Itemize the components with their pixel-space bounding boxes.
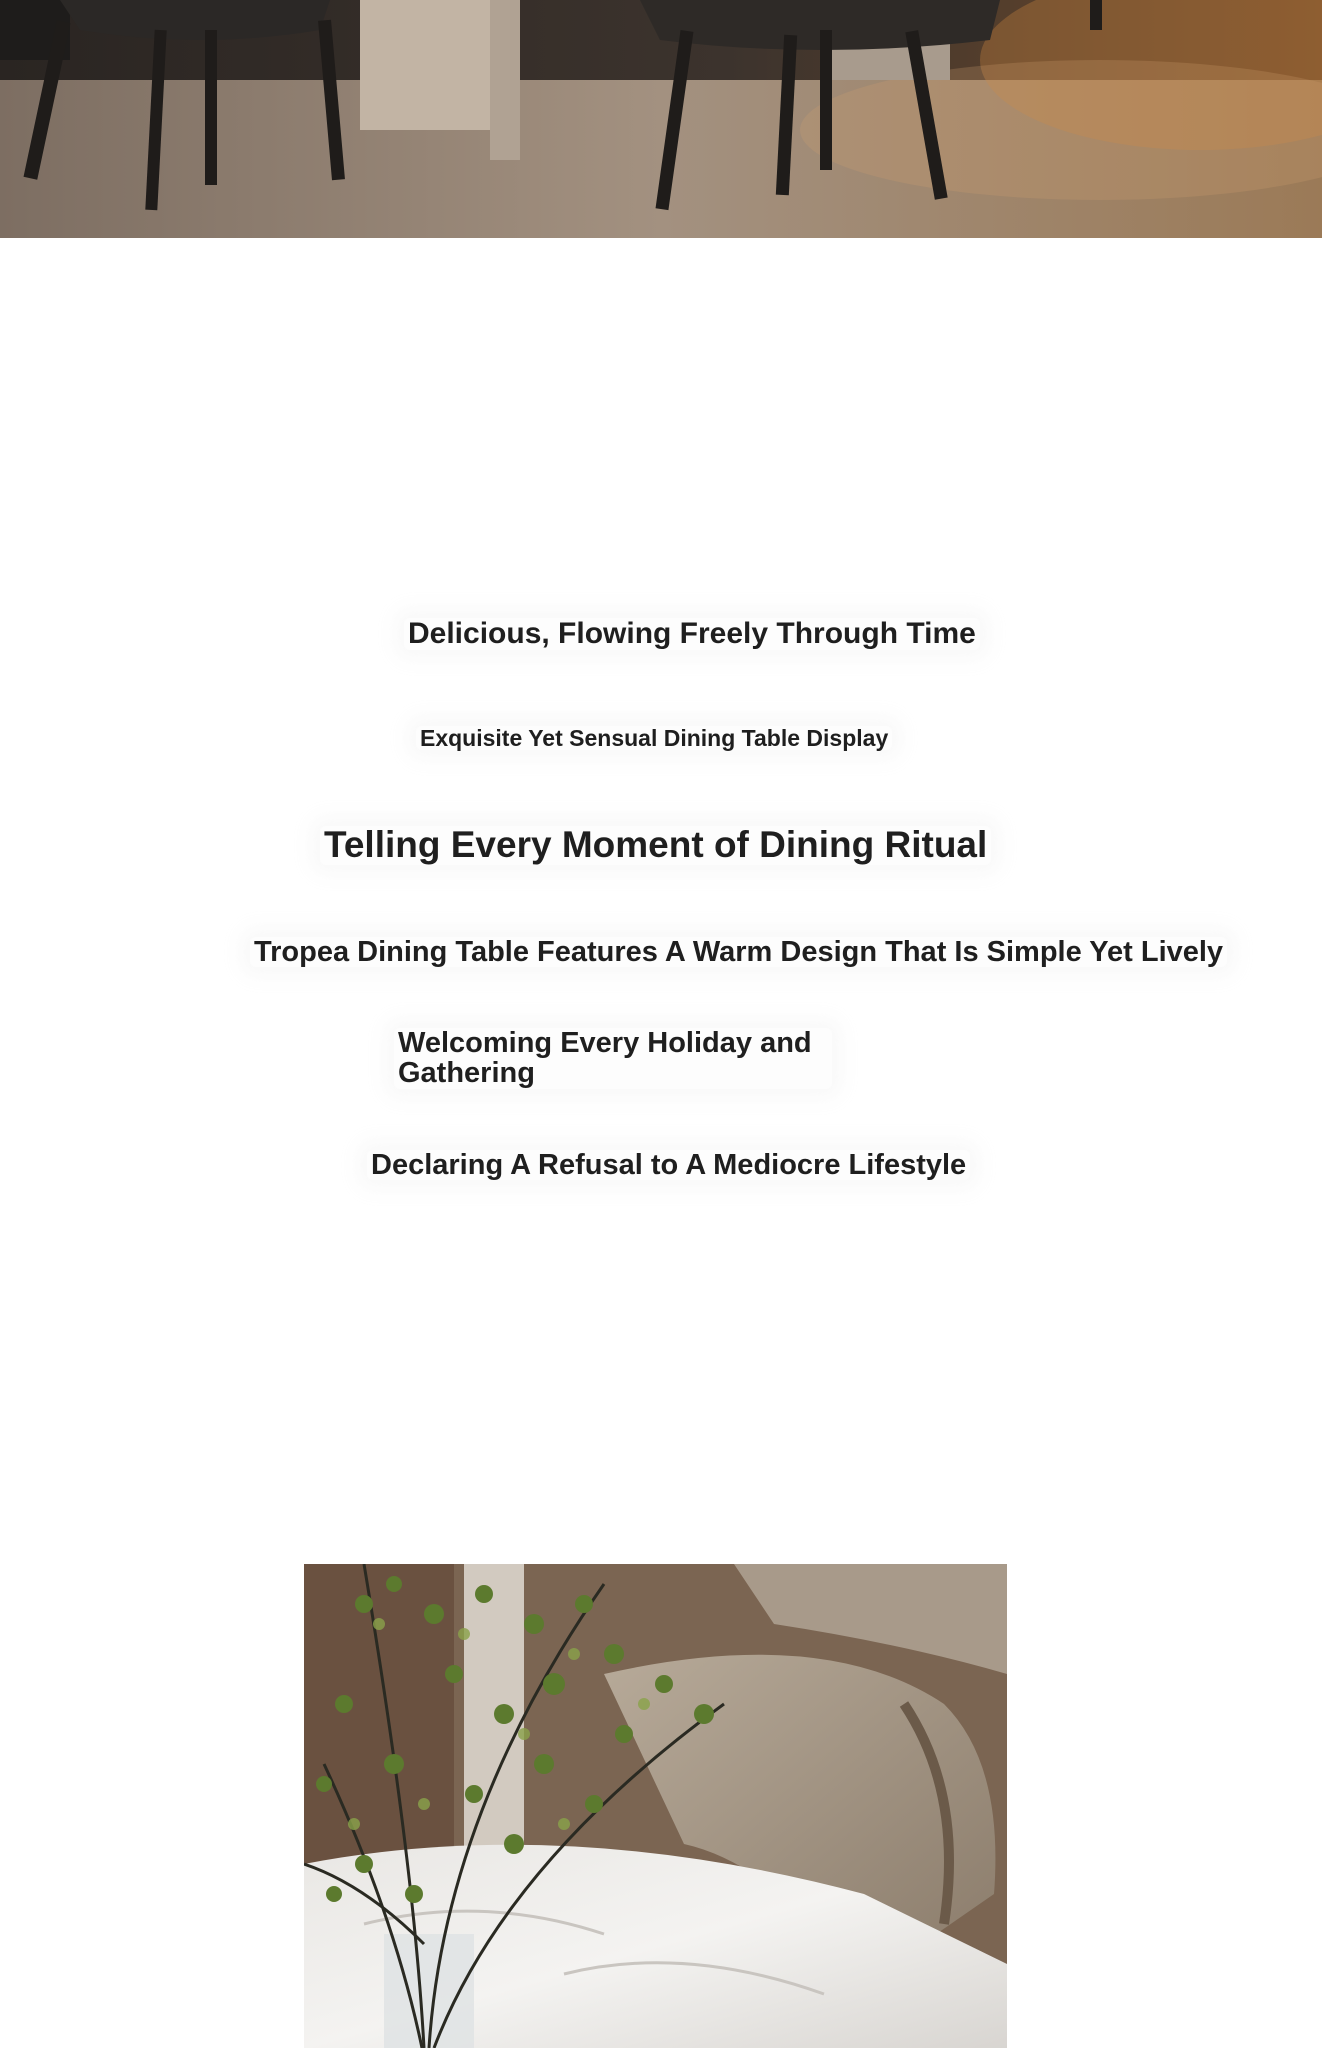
headline-telling: Telling Every Moment of Dining Ritual	[320, 826, 991, 865]
headline-tropea: Tropea Dining Table Features A Warm Design That Is Simple Yet Lively	[250, 937, 1227, 967]
product-plant-chair-image	[304, 1564, 1007, 2048]
headline-welcoming: Welcoming Every Holiday and Gathering	[394, 1028, 832, 1089]
hero-dining-chairs-image	[0, 0, 1322, 238]
dining-chairs-photo-icon	[0, 0, 1322, 238]
headline-delicious: Delicious, Flowing Freely Through Time	[404, 618, 980, 650]
headline-exquisite: Exquisite Yet Sensual Dining Table Display	[416, 726, 892, 750]
headline-declaring: Declaring A Refusal to A Mediocre Lifestyle	[367, 1150, 970, 1180]
plant-vase-chair-photo-icon	[304, 1564, 1007, 2048]
